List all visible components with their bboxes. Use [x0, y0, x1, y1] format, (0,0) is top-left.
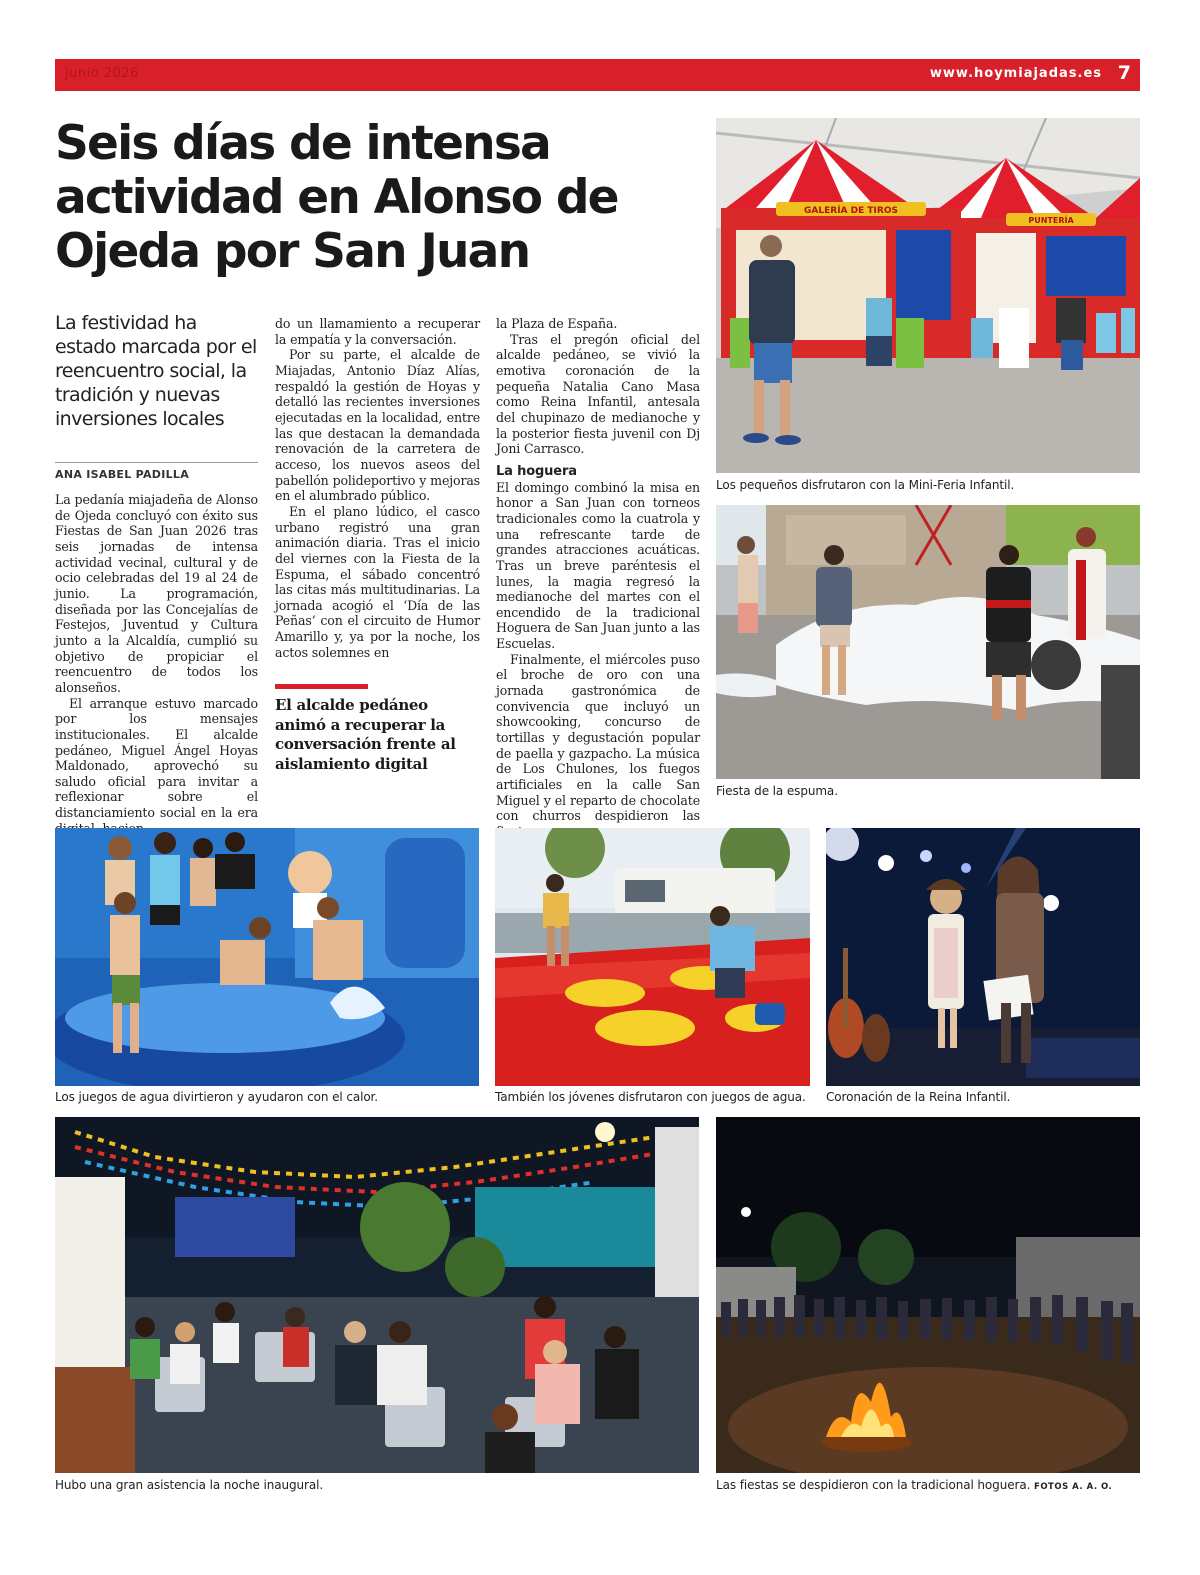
photo-reina [826, 828, 1140, 1086]
body-column-2 [275, 316, 480, 660]
caption-hoguera-text: Las fiestas se despidieron con la tradicional hoguera. [716, 1478, 1031, 1492]
pullquote: El alcalde pedáneo animó a recuperar la conversación frente al aislamiento digital [275, 696, 456, 773]
paragraph: El domingo combinó la misa en honor a San Juan con torneos tradicionales como la cuatrola y una refrescante tarde de grandes atracciones acuáticas. Tras un breve paréntesis el lunes, la magia regresó la medianoche del martes con el encendido de la tradicional Hoguera de San Juan junto a las Escuelas. [496, 479, 700, 652]
pullquote-accent-bar [275, 684, 368, 689]
paragraph: Tras el pregón oficial del alcalde pedáneo, se vivió la emotiva coronación de la pequeña Natalia Cano Masa como Reina Infantil, antesala del chupinazo de medianoche y la posterior fiesta juvenil con Dj Joni Carrasco. [496, 331, 700, 457]
paragraph: La pedanía miajadeña de Alonso de Ojeda concluyó con éxito sus Fiestas de San Juan 2026 tras seis jornadas de intensa actividad vecinal, cultural y de ocio celebradas del 19 al 24 de junio. La programación, diseñada por las Concejalías de Festejos, Juventud y Cultura junto a la Alcaldía, cumplió su objetivo de propiciar el reencuentro de todos los alonseños. [55, 492, 258, 695]
sign-punteria: PUNTERÍA [1028, 216, 1074, 225]
paragraph: El arranque estuvo marcado por los mensajes institucionales. El alcalde pedáneo, Miguel Ángel Hoyas Maldonado, aprovechó su saludo oficial para invitar a reflexionar sobre el distanciamiento social en la era [55, 695, 258, 821]
body-column-1 [55, 492, 258, 836]
photo-espuma [716, 505, 1140, 779]
sign-galeria: GALERÍA DE TIROS [804, 206, 898, 216]
body-column-3 [496, 316, 700, 840]
page-number: 7 [1117, 62, 1131, 84]
header-bar [55, 59, 1140, 91]
caption-hoguera [716, 1478, 1112, 1492]
photo-juegos-agua [55, 828, 479, 1086]
caption-espuma: Fiesta de la espuma. [716, 784, 838, 798]
caption-agua: Los juegos de agua divirtieron y ayudaron con el calor. [55, 1090, 379, 1104]
caption-feria: Los pequeños disfrutaron con la Mini-Feria Infantil. [716, 478, 1015, 492]
photo-jovenes [495, 828, 810, 1086]
paragraph: Por su parte, el alcalde de Miajadas, Antonio Díaz Alías, respaldó la gestión de Hoyas y detalló las recientes inversiones ejecutadas en la localidad, entre las que destacan la demandada renovación de la carretera de acceso, los nuevos aseos del pabellón polideportivo y mejoras en el alumbrado público. [275, 347, 480, 504]
paragraph: la Plaza de España. [496, 316, 618, 331]
paragraph: do un llamamiento a recuperar la empatía y la conversación. [275, 316, 480, 347]
subhead-la-hoguera: La hoguera [496, 463, 577, 479]
headline: Seis días de intensa actividad en Alonso de Ojeda por San Juan [55, 116, 618, 279]
subtitle: La festividad ha estado marcada por el reencuentro social, la tradición y nuevas inversiones locales [55, 312, 257, 430]
caption-asistencia: Hubo una gran asistencia la noche inaugural. [55, 1478, 324, 1492]
caption-reina: Coronación de la Reina Infantil. [826, 1090, 1011, 1104]
photo-noche-inaugural [55, 1117, 699, 1473]
photo-hoguera [716, 1117, 1140, 1473]
paragraph: Finalmente, el miércoles puso el broche de oro con una jornada gastronómica de convivencia que incluyó un showcooking, concurso de tortillas y degustación popular de paella y gazpacho. La música de Los Chulones, los fuegos artificiales en la calle San Miguel y el reparto de chocolate con churros despidieron las [496, 651, 700, 824]
site-url[interactable]: www.hoymiajadas.es [929, 66, 1102, 81]
caption-jovenes: También los jóvenes disfrutaron con juegos de agua. [495, 1090, 806, 1104]
byline: ANA ISABEL PADILLA [55, 462, 258, 481]
paragraph: En el plano lúdico, el casco urbano registró una gran animación diaria. Tras el inicio del viernes con la Fiesta de la Espuma, el sábado concentró las citas más multitudinarias. La jornada acogió el ‘Día de las Peñas’ con el circuito de Humor Amarillo y, ya por la noche, los actos solemnes en [275, 503, 480, 660]
issue-date: junio 2026 [65, 66, 139, 81]
photo-mini-feria [716, 118, 1140, 473]
photo-credit: FOTOS A. A. O. [1034, 1482, 1113, 1492]
